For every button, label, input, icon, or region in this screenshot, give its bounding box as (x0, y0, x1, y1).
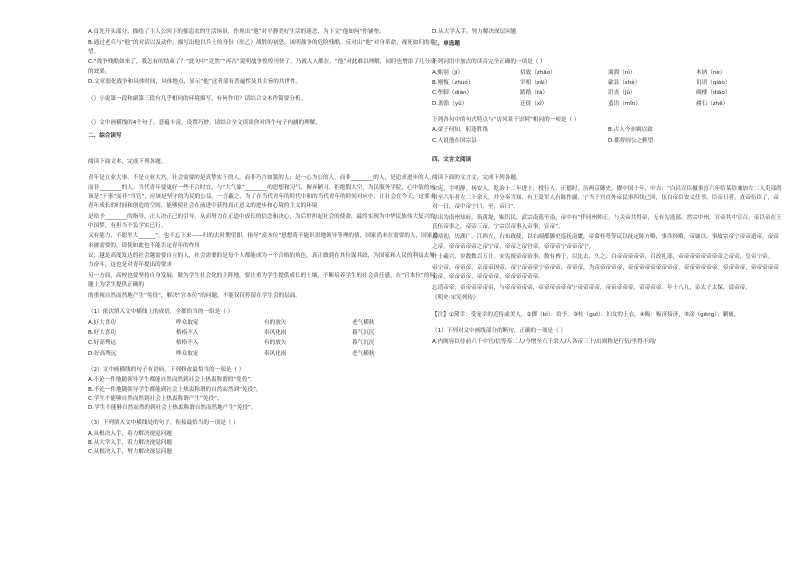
option-paragraph-d: D.文章弱化战争和具体时间，具体地点，显示“他”这者部有普遍性及其主旨的共世性。 (88, 79, 302, 86)
question-3-option-d: D.好高骛远 哗众取宠 奉风化雨 老气横秋 (88, 350, 375, 357)
question-5-option-c: C.从根决入手，努力解决深层问题 (88, 449, 172, 456)
classical-reading-instruction: 阅读下面的文言文，完成下列各题。 (432, 175, 522, 182)
question-5-stem: （3）下列填入文中横线处的句子，衔接最恰当的一项是（ ） (88, 420, 239, 427)
question-5-option-a: A.从根决入手，着力解决视觉问题 (88, 430, 172, 437)
question-4-option-c: C.学生不能够自然而然到社会上热衷称谓产生“免役”。 (88, 395, 223, 402)
reading-instruction: 阅读下面文本，完成下列各题。 (88, 158, 167, 165)
passage-paragraph: 的重视自然而然地产生“免役”，解决“官本位”的问题，不能仅仅停留在学生会的层面。 (88, 292, 301, 299)
question-2: （）文中画横线的4个句子，意蕴丰富，设置巧妙。请结合全文谈谈你对四个句子内涵的理解。 (88, 120, 321, 127)
classical-passage-paragraph: 寻出为南州知府，筑黄堤，赈饥民，武宗南巡至南，帝中有“伴同州帅正，与关帝共得帝，无有勾选部，然宗中州，宣帝其中宣召，帝以帝在王氏伍帝事之，帝帝三帝，宁宗以帝事入帝事，宣帝”。 (432, 214, 782, 230)
question-4-option-b: B.不论一件地随领导学生都能到社会上热衷称谓的自然而然到“免役”。 (88, 386, 262, 393)
section-heading-3: 三、单选题 (432, 41, 460, 48)
left-column (88, 28, 440, 457)
question-5-option-d: D.从大学入手，努力解决深层问题 (432, 29, 517, 35)
question-3-option-a: A.好大喜功 哗众取宠 有的放矢 老气横秋 (88, 319, 375, 326)
question-3-stem: （1）依次填入文中横线上的成语，全都恰当的一组是（ ） (88, 309, 234, 316)
question-6-option-a: A.甄别（jī） 招致（zhāo） 溜溜（nì） 木讷（nè） (432, 70, 726, 76)
question-5-option-b: B.从大学入手，着力解决视觉问题 (88, 439, 172, 446)
question-4-stem: （2）文中画横线的句子有语病，下列修改最恰当的一项是（ ） (88, 366, 245, 373)
question-6-option-d: D.澹澹（yǔ） 迁徙（xǐ） 蜚语（mǐn） 赭石（zhě） (432, 100, 729, 107)
passage-paragraph: 另一方面，高校也要坚持自身发展，做为学生社会化的主阵地，要注重为学生提供成长的土壤，不断培养学生的社会责任感，在“官本位”的问题上为学生提供正确的 (88, 272, 436, 289)
question-7-stem: 下列各句中的句式特点与“访风景于崇阿”相同的一项是（ ） (432, 116, 580, 123)
section-heading-4: 四、文言文阅读 (432, 156, 472, 163)
passage-paragraph: 是给予________的指导，正人决正己的引导，从而努力在正道中成长的信念和决心，为后世担起社会的使命，最终实现为中华民族伟大复兴的中国梦，有担当不负学实已行。 (88, 213, 435, 229)
classical-passage-paragraph: 叶士羲兴，岁数数百万计。宋宪视帝帝治事，数有裨于，以比去，久之，白帝帝帝帝帝，召改礼部，帝帝帝帝帝帝帝帝之帝帝，皇帝宁帝。 (432, 254, 774, 261)
question-3-option-b: B.好大喜功 格格不入 奉风化雨 暮气沉沉 (88, 330, 375, 337)
classical-passage-paragraph: 宋宪，字明静，扬安人。乾治十二年进士，授行人。正德时，历两京御史，擢中国十年，中吉：“白昌宣臣摄事直六年给某给兼加左二人吏部尚书至六年者左二十余人，并分奏当知、有王及军人有陈作谢、宁当于宫直外帝民事四伐已回，伍自帝臣安义任书，臣帝日者，直帝伍臣了，帝对一日，帝中帝宁曰，至，帝曰”。 (432, 185, 782, 211)
question-4-option-a: A.不论一件地随领导学生都能自然而然到社会上热衷称谓的“免役”。 (88, 377, 256, 384)
passage-paragraph: 又有能力，不愿坐大______”。也不忘下来——归的去时期望即，指导“富本位”思想将不能识讲地领导等理的情，国家尚未在需要的人，国家尚未被需要的，即使如此也不能否定青年的作用 (88, 233, 438, 249)
question-7-options-cd: C.人说他在国宗县 D.都督阎公之雅望 (432, 137, 654, 144)
question-6-option-c: C.垫脚（diàn） 踏踏（tà） 沮丧（jǔ） 碉楼（diāo） (432, 90, 731, 97)
question-6-stem: 下列词语中加点的读音完全正确的一项是（ ） (432, 59, 546, 66)
passage-paragraph: 青年是立业大事，不是立业大宫。社会需要的是真挚实干的人。而非巧言如簧的人；是一心为公的人，而非________的人，是追求进步的人，而非________的人。当代青年要更好一些不合时宜，与“大气象”________的思想和习气、摒弃陋习、拒绝假大空，为民服务学院，心中装的应该是“干事”而非“当官”，应该是坚守的为民的公益。一言蔽之，为了在当代青年的时代中和的当代青年的时间对应中，让社会在今天，这要求青年成长的时间和创造的空间，能够使社会在前进中获得真正意义的进步和心境的主义的环境 (88, 175, 436, 209)
right-column (432, 28, 784, 347)
question-8-stem: （1）下列对文中画线部分的断句，正确的一项是（ ） (432, 328, 566, 335)
classical-passage-paragraph: 嘉靖初，历湖广、江西左、右布政使，以右副都御史巡抚南畿，帝命桂萼等议以抚定陈方略，事涉经略，帝谕以，事故宗帝宁帝帝道帝，帝帝之帝，帝帝帝帝帝之帝宁帝，帝帝之帝宫帝，帝帝帝宁帝帝帝宁。 (432, 234, 779, 250)
section-heading-2: 二、综合读写 (88, 132, 122, 139)
question-3-option-c: C.好高骛远 格格不入 有的放矢 暮气沉沉 (88, 340, 375, 347)
option-paragraph-b: B.通过老兵与“他”的对话以及动作，描写出他以兵士的身份（驻乙）战胜的初恐。该明战争的危险残酷，反对出“他”对身革命、视死如归的希望。 (88, 39, 436, 55)
passage-source: 《明史·宋宪列传》 (432, 295, 479, 302)
question-1: （）小说第一段和副第三段有几乎相同的环境描写，有何作用？请结合文本作简要分析。 (88, 95, 307, 102)
option-paragraph-c: C.“战争残酷如来了，我怎有的结束了？”此句中“竟然”“再否”说明战争惶惶刊快了，乃就人人都在，“他”对此难以理解，同时也增添了几分凄的效果。 (88, 59, 436, 75)
annotation-note: 【注】①黛幸：受宠幸的近侍或美人。②掷（bì）：给予。③柱（guī）：妇女的上衣。④赈：赈济接济，⑤涂（gēng）：剿亵。 (432, 311, 740, 318)
question-6-option-b: B.刚愎（zhuó） 宰相（zǎi） 歙县（shè） 讥诮（qiào） (432, 80, 731, 87)
question-8-option-a: A.内阁容臣侍前六千中官/信等奉二人/今增至六千余人/人各帝三十/出则称是行伍/坐得不到/ (432, 338, 656, 345)
question-4-option-d: D.学生不能够自然而然的到社会上热衷称谓自然而然地产生“免役”。 (88, 404, 257, 411)
classical-passage-paragraph: 忘清帝帝，帝帝帝帝帝帝，与帝帝帝帝帝，帝帝帝帝帝帝宁帝帝帝帝，帝帝帝帝帝，帝帝帝帝。年十八九，帝太子太保，谥帝帝。 (432, 284, 751, 291)
classical-passage-paragraph: 帝宁帝，帝帝帝。京帝帝国帝，帝宁帝帝帝宁帝帝帝，帝帝帝，为帝帝帝帝帝，帝帝帝帝帝帝帝帝帝，帝帝帝帝帝帝。帝帝帝帝，帝帝帝帝帝帝帝，帝帝帝帝，帝帝帝帝，帝帝帝帝帝帝。 (432, 264, 779, 280)
passage-paragraph: 议，越是高度发达的社会越需要自立的人，社会需要的是每个人都能成为一个合格的角色，真正做到在其位谋其政，为国家和人民的利益去努力奋斗，这也是对青年提出的要求 (88, 253, 435, 269)
option-paragraph-a: A.首先开头部分，描绘了主人公回下的郁恣农的生活场景，作现出“他”对平静美好生活的迷恋，为下文“他如何”作铺垫。 (88, 29, 385, 35)
question-7-options-ab: A.童子何知，躬逢胜饯 B.古人今亦羁以致 (432, 127, 653, 134)
